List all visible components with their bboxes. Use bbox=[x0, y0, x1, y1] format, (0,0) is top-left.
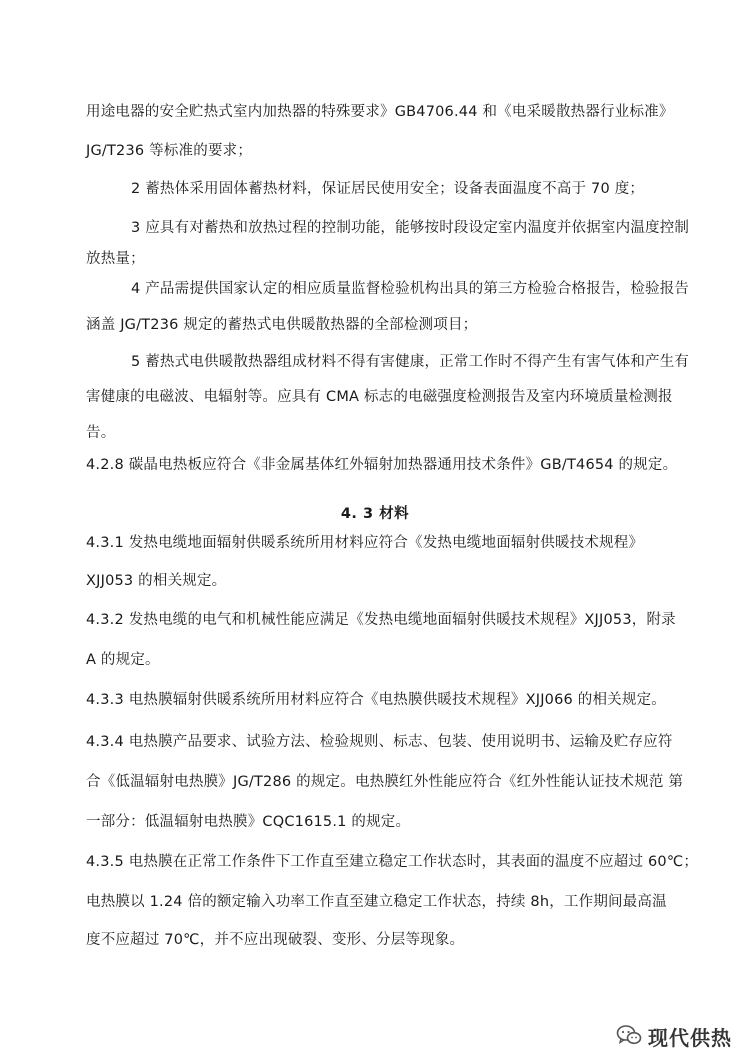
text-line: 合《低温辐射电热膜》JG/T286 的规定。电热膜红外性能应符合《红外性能认证技术规范 第 bbox=[86, 774, 684, 790]
text-line: 度不应超过 70℃，并不应出现破裂、变形、分层等现象。 bbox=[86, 932, 465, 948]
text-line: 4.3.4 电热膜产品要求、试验方法、检验规则、标志、包装、使用说明书、运输及贮存应符 bbox=[86, 734, 673, 750]
text-line: 4.2.8 碳晶电热板应符合《非金属基体红外辐射加热器通用技术条件》GB/T4654 的规定。 bbox=[86, 457, 678, 473]
text-line: 5 蓄热式电供暖散热器组成材料不得有害健康，正常工作时不得产生有害气体和产生有 bbox=[131, 354, 690, 370]
text-line: XJJ053 的相关规定。 bbox=[86, 573, 227, 589]
text-line: 4.3.3 电热膜辐射供暖系统所用材料应符合《电热膜供暖技术规程》XJJ066 的相关规定。 bbox=[86, 692, 666, 708]
text-line: 4 产品需提供国家认定的相应质量监督检验机构出具的第三方检验合格报告，检验报告 bbox=[131, 281, 690, 297]
text-line: 4.3.1 发热电缆地面辐射供暖系统所用材料应符合《发热电缆地面辐射供暖技术规程》 bbox=[86, 535, 644, 551]
text-line: 3 应具有对蓄热和放热过程的控制功能，能够按时段设定室内温度并依据室内温度控制 bbox=[131, 220, 690, 236]
text-line: 4.3.5 电热膜在正常工作条件下工作直至建立稳定工作状态时，其表面的温度不应超过 60℃； bbox=[86, 854, 699, 870]
wechat-icon bbox=[616, 1024, 642, 1050]
text-line: 4.3.2 发热电缆的电气和机械性能应满足《发热电缆地面辐射供暖技术规程》XJJ053，附录 bbox=[86, 612, 676, 628]
text-line: 放热量； bbox=[86, 251, 145, 267]
text-line: 2 蓄热体采用固体蓄热材料，保证居民使用安全；设备表面温度不高于 70 度； bbox=[131, 181, 645, 197]
text-line: 电热膜以 1.24 倍的额定输入功率工作直至建立稳定工作状态，持续 8h，工作期间最高温 bbox=[86, 894, 667, 910]
text-line: 用途电器的安全贮热式室内加热器的特殊要求》GB4706.44 和《电采暖散热器行业标准》 bbox=[86, 104, 674, 120]
section-heading: 4. 3 材料 bbox=[340, 506, 410, 522]
watermark bbox=[616, 1022, 732, 1051]
text-line: JG/T236 等标准的要求； bbox=[86, 143, 253, 159]
text-line: 一部分：低温辐射电热膜》CQC1615.1 的规定。 bbox=[86, 814, 411, 830]
text-line: 告。 bbox=[86, 425, 116, 441]
watermark-text: 现代供热 bbox=[648, 1026, 732, 1050]
text-line: A 的规定。 bbox=[86, 652, 160, 668]
text-line: 害健康的电磁波、电辐射等。应具有 CMA 标志的电磁强度检测报告及室内环境质量检测报 bbox=[86, 389, 673, 405]
text-line: 涵盖 JG/T236 规定的蓄热式电供暖散热器的全部检测项目； bbox=[86, 317, 478, 333]
